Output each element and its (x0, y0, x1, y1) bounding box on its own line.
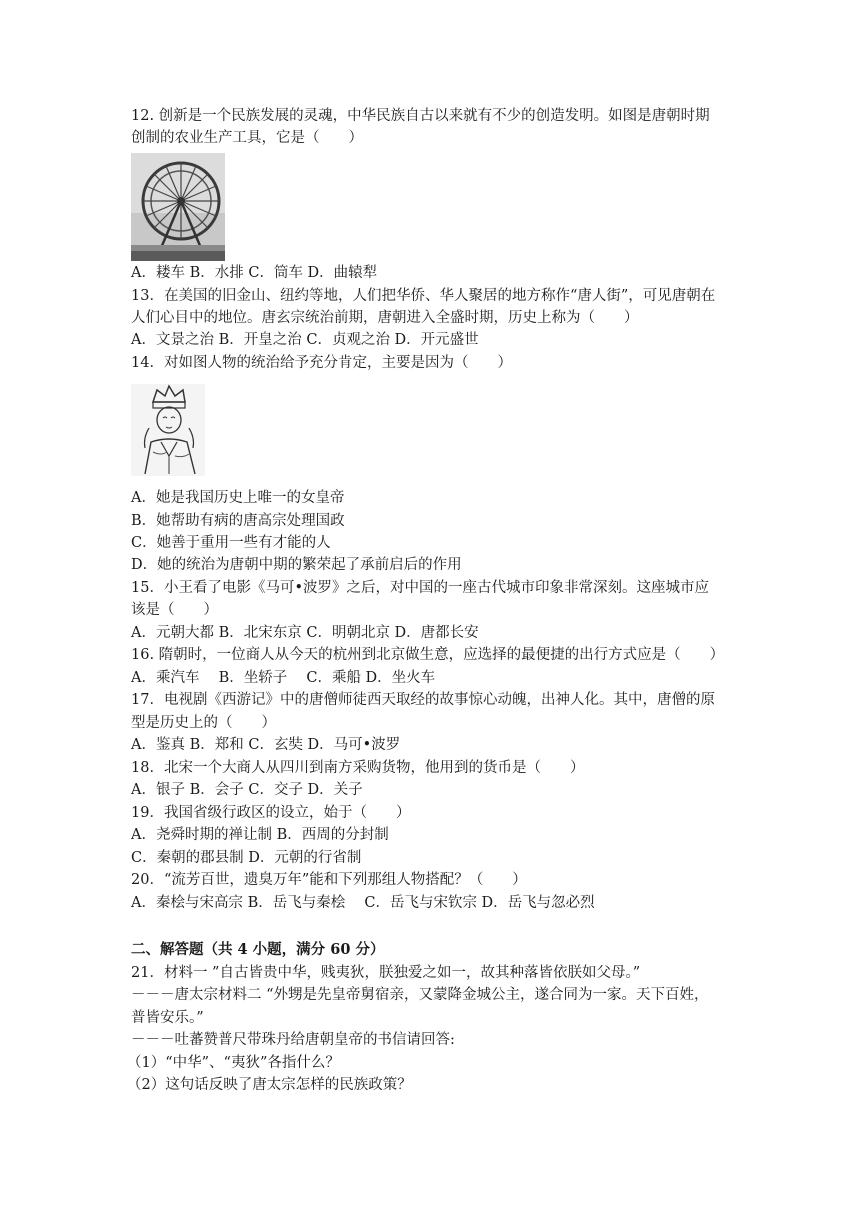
q21-sub-question-2: （2）这句话反映了唐太宗怎样的民族政策？ (127, 1077, 412, 1093)
q14-option-d: D．她的统治为唐朝中期的繁荣起了承前启后的作用 (131, 557, 462, 573)
q19-options-ab: A．尧舜时期的禅让制 B．西周的分封制 (131, 827, 389, 843)
q14-option-a: A．她是我国历史上唯一的女皇帝 (131, 490, 345, 506)
waterwheel-image (131, 153, 225, 261)
q12-stem-line1: 12. 创新是一个民族发展的灵魂，中华民族自古以来就有不少的创造发明。如图是唐朝时期 (131, 108, 710, 124)
q13-stem-line1: 13．在美国的旧金山、纽约等地，人们把华侨、华人聚居的地方称作“唐人街”，可见唐朝在 (131, 288, 716, 304)
q17-stem-line1: 17．电视剧《西游记》中的唐僧师徒西天取经的故事惊心动魄，出神人化。其中，唐僧的原 (131, 692, 715, 708)
empress-portrait-image (131, 384, 205, 476)
q14-stem: 14．对如图人物的统治给予充分肯定，主要是因为（ ） (131, 355, 512, 371)
q18-stem: 18．北宋一个大商人从四川到南方采购货物，他用到的货币是（ ） (131, 760, 585, 776)
q15-stem-line1: 15．小王看了电影《马可•波罗》之后，对中国的一座古代城市印象非常深刻。这座城市应 (131, 580, 709, 596)
q20-stem: 20．“流芳百世，遗臭万年”能和下列那组人物搭配？（ ） (131, 872, 527, 888)
q15-options: A．元朝大都 B．北宋东京 C．明朝北京 D．唐都长安 (131, 625, 479, 641)
q21-material-line1: 21．材料一 ”自古皆贵中华，贱夷狄，朕独爱之如一，故其种落皆依朕如父母。” (131, 965, 641, 981)
q13-stem-line2: 人们心目中的地位。唐玄宗统治前期，唐朝进入全盛时期，历史上称为（ ） (131, 310, 639, 326)
q15-stem-line2: 该是（ ） (131, 602, 218, 618)
q16-stem: 16. 隋朝时，一位商人从今天的杭州到北京做生意，应选择的最便捷的出行方式应是（ ） (131, 647, 725, 663)
q16-options: A．乘汽车 B．坐轿子 C．乘船 D．坐火车 (131, 670, 436, 686)
q21-material-line2: －－－唐太宗材料二 “外甥是先皇帝舅宿亲，又蒙降金城公主，遂合同为一家。天下百姓， (131, 987, 709, 1003)
q17-options: A．鉴真 B．郑和 C．玄奘 D．马可•波罗 (131, 737, 401, 753)
q21-material-line3: 普皆安乐。” (131, 1010, 204, 1026)
q21-sub-question-1: （1）“中华”、“夷狄”各指什么？ (127, 1055, 340, 1071)
q14-option-c: C．她善于重用一些有才能的人 (131, 535, 331, 551)
q14-option-b: B．她帮助有病的唐高宗处理国政 (131, 513, 345, 529)
q13-options: A．文景之治 B．开皇之治 C．贞观之治 D．开元盛世 (131, 332, 479, 348)
section-heading: 二、解答题（共 4 小题，满分 60 分） (131, 941, 385, 958)
q19-options-cd: C．秦朝的郡县制 D．元朝的行省制 (131, 850, 362, 866)
q12-options: A．耧车 B．水排 C．筒车 D．曲辕犁 (131, 265, 378, 281)
q18-options: A．银子 B．会子 C．交子 D．关子 (131, 782, 363, 798)
q19-stem: 19．我国省级行政区的设立，始于（ ） (131, 805, 411, 821)
q20-options: A．秦桧与宋高宗 B．岳飞与秦桧 C．岳飞与宋钦宗 D．岳飞与忽必烈 (131, 895, 595, 911)
q17-stem-line2: 型是历史上的（ ） (131, 715, 276, 731)
q12-stem-line2: 创制的农业生产工具，它是（ ） (131, 130, 363, 146)
q21-material-line4: －－－吐蕃赞普尺带珠丹给唐朝皇帝的书信请回答: (131, 1032, 455, 1048)
